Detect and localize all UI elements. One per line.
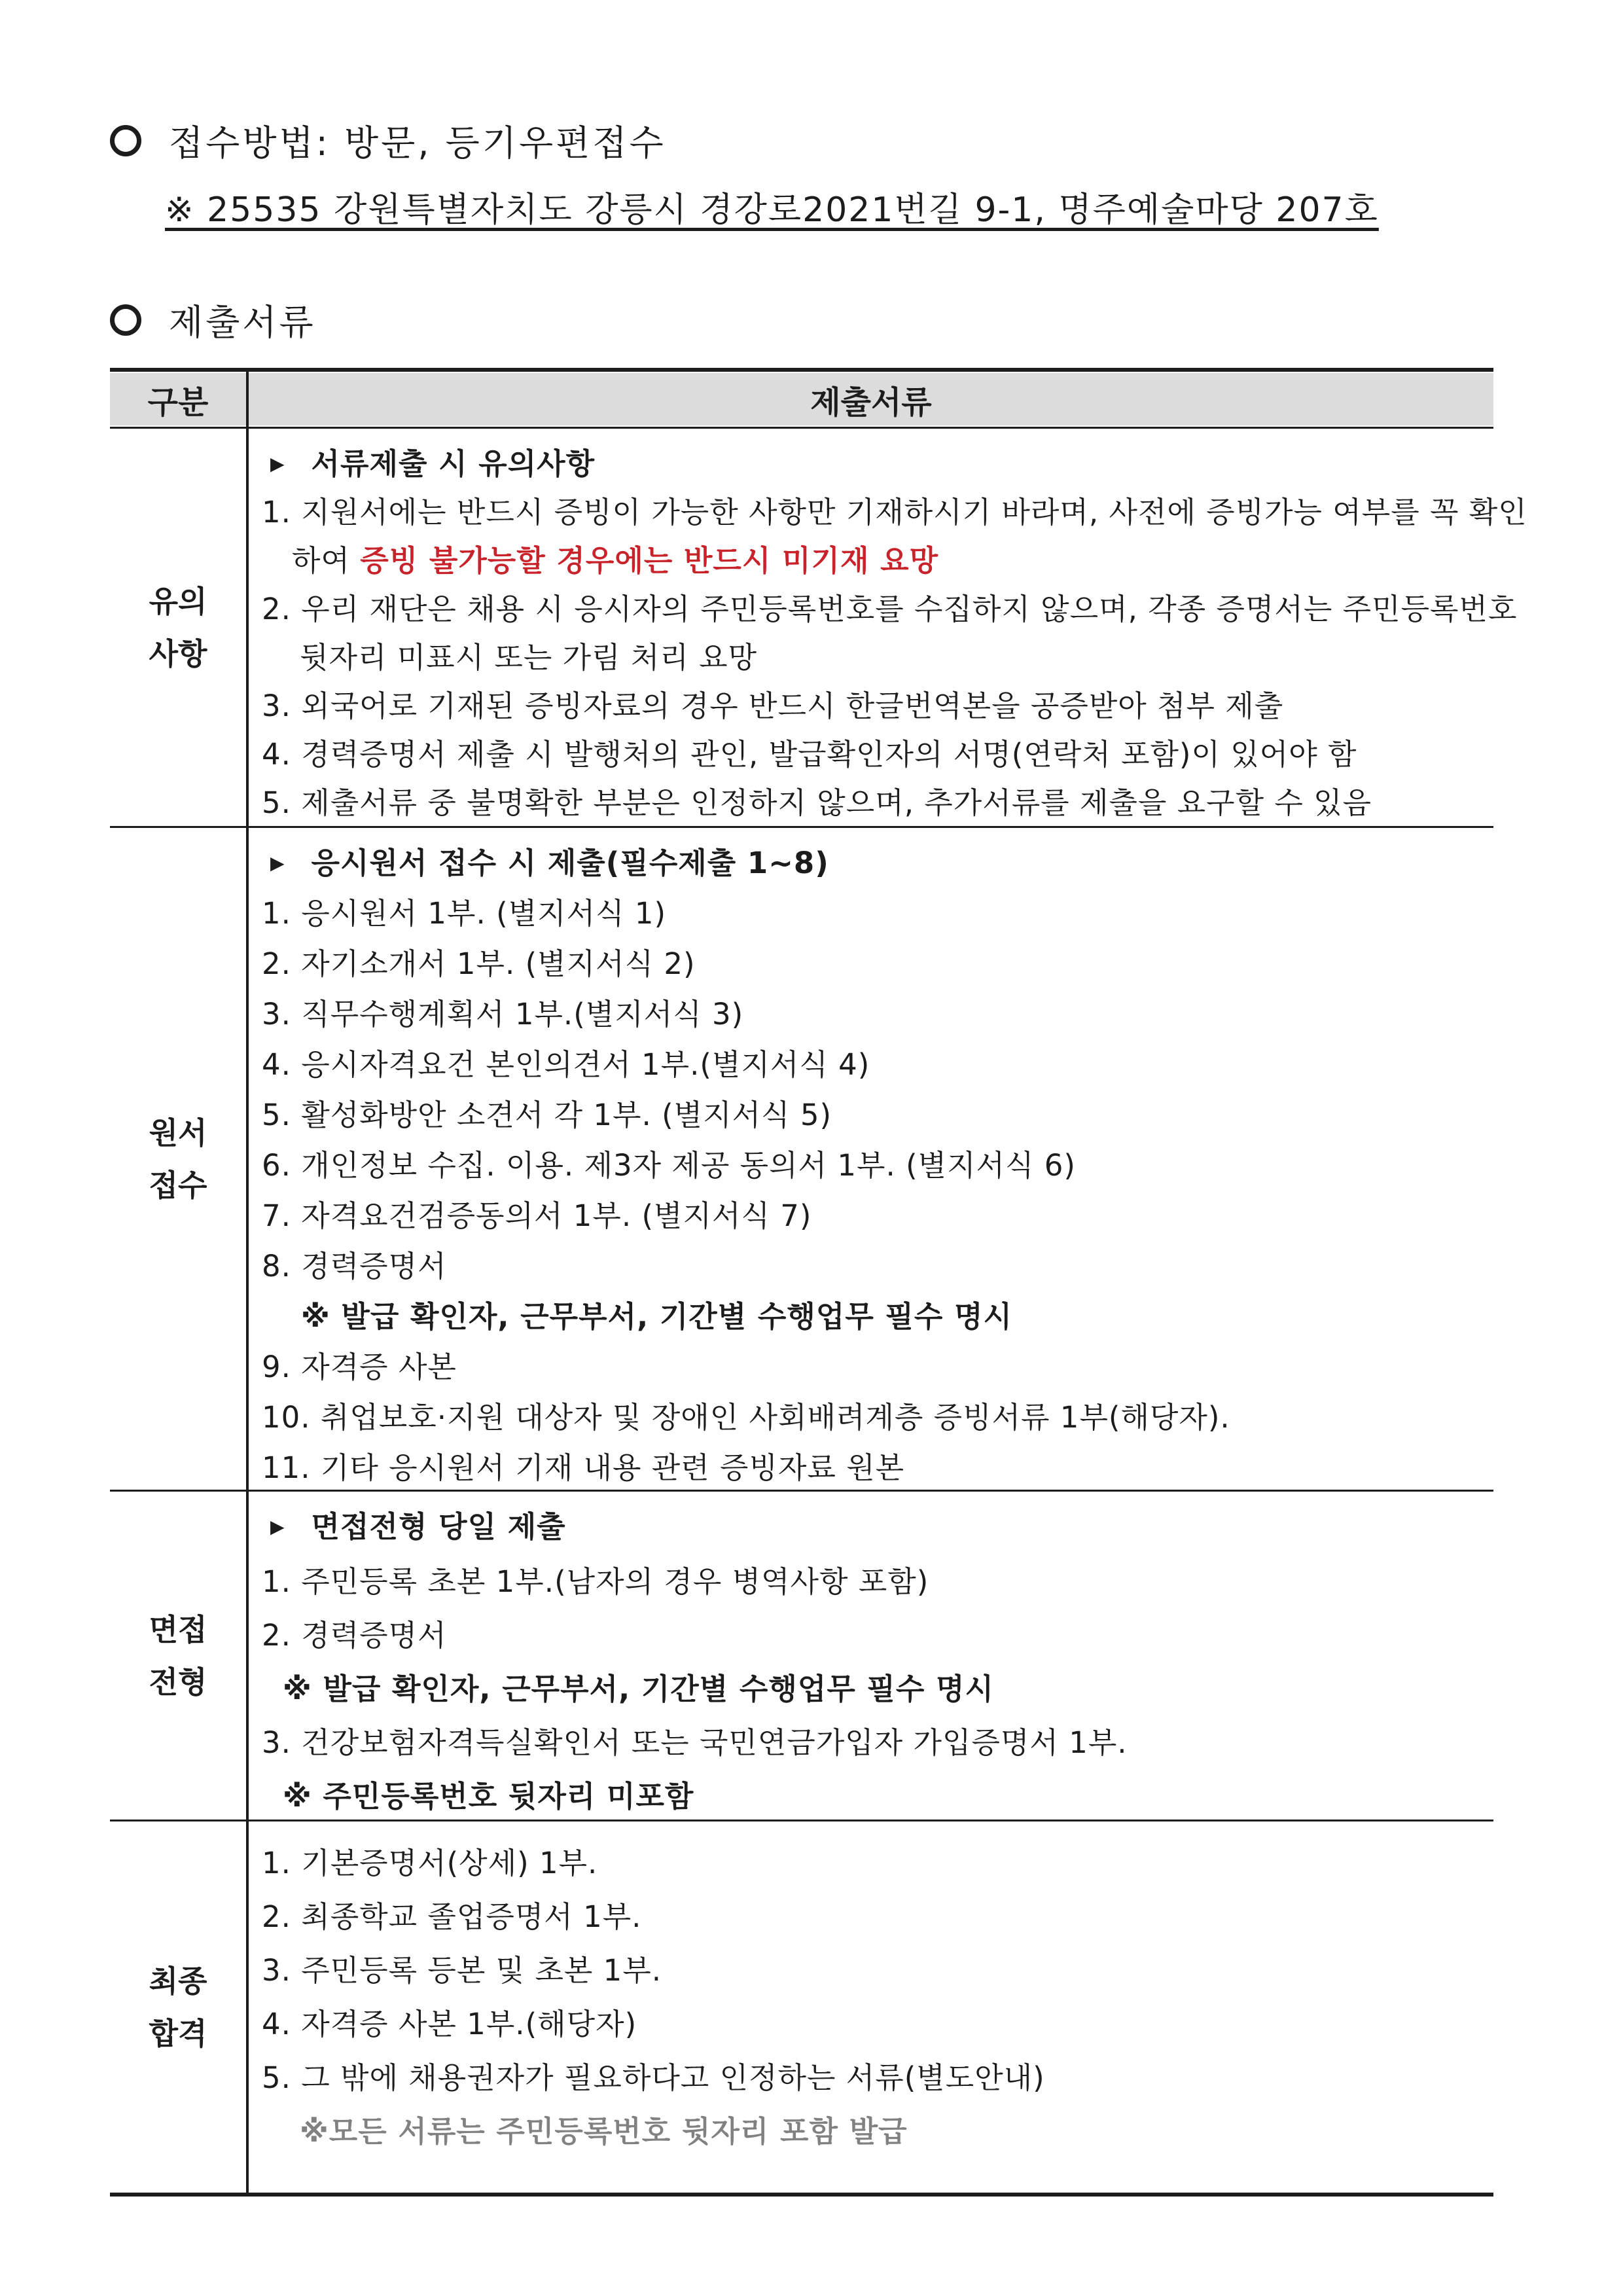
- docs-heading-text: 제출서류: [169, 302, 316, 343]
- notes-item-1a: 1. 지원서에는 반드시 증빙이 가능한 사항만 기재하시기 바라며, 사전에 증빙가능 여부를 꼭 확인: [262, 495, 1527, 529]
- docs-heading: [110, 295, 316, 345]
- triangle-bullet-icon: ▶: [270, 1515, 285, 1537]
- category-line: 면접: [149, 1611, 207, 1647]
- header-docs: 제출서류: [810, 384, 932, 421]
- category-line: 사항: [149, 636, 207, 672]
- notes-subtitle: [270, 440, 595, 482]
- category-notes: [110, 429, 246, 826]
- list-item: 2. 자기소개서 1부. (별지서식 2): [262, 946, 696, 981]
- list-item: 5. 활성화방안 소견서 각 1부. (별지서식 5): [262, 1098, 832, 1132]
- category-interview: [110, 1492, 246, 1820]
- list-item: 3. 주민등록 등본 및 초본 1부.: [262, 1953, 662, 1988]
- application-note: ※ 발급 확인자, 근무부서, 기간별 수행업무 필수 명시: [301, 1299, 1013, 1334]
- notes-item-2a: 2. 우리 재단은 채용 시 응시자의 주민등록번호를 수집하지 않으며, 각종 증명서는 주민등록번호: [262, 592, 1518, 626]
- category-line: 접수: [149, 1167, 207, 1203]
- list-item: 10. 취업보호·지원 대상자 및 장애인 사회배려계층 증빙서류 1부(해당자).: [262, 1400, 1230, 1435]
- circle-bullet-icon: [110, 125, 141, 156]
- list-item: 8. 경력증명서: [262, 1249, 447, 1283]
- list-item: 6. 개인정보 수집. 이용. 제3자 제공 동의서 1부. (별지서식 6): [262, 1148, 1076, 1183]
- list-item: 1. 응시원서 1부. (별지서식 1): [262, 896, 667, 931]
- interview-item-1: 1. 주민등록 초본 1부.(남자의 경우 병역사항 포함): [262, 1564, 929, 1599]
- notes-item-1b: [292, 537, 938, 579]
- subtitle-text: 면접전형 당일 제출: [311, 1509, 566, 1544]
- category-line: 최종: [149, 1963, 207, 1999]
- subtitle-text: 서류제출 시 유의사항: [311, 446, 596, 481]
- emphasis-text: 증빙 불가능할 경우에는 반드시 미기재 요망: [360, 543, 939, 578]
- table-column-divider: [246, 368, 249, 2194]
- application-subtitle: [270, 839, 829, 882]
- triangle-bullet-icon: ▶: [270, 852, 285, 874]
- interview-item-2: 2. 경력증명서: [262, 1618, 447, 1653]
- category-final: [110, 1821, 246, 2193]
- category-line: 합격: [149, 2015, 207, 2051]
- list-item: 9. 자격증 사본: [262, 1350, 457, 1384]
- interview-item-3: 3. 건강보험자격득실확인서 또는 국민연금가입자 가입증명서 1부.: [262, 1725, 1128, 1760]
- address-text: ※ 25535 강원특별자치도 강릉시 경강로2021번길 9-1, 명주예술마당 207호: [165, 190, 1379, 230]
- row-separator: [110, 826, 1493, 828]
- row-separator: [110, 1490, 1493, 1492]
- list-item: 3. 직무수행계획서 1부.(별지서식 3): [262, 997, 744, 1031]
- table-header-rule: [110, 427, 1493, 429]
- triangle-bullet-icon: ▶: [270, 452, 285, 475]
- interview-subtitle: [270, 1503, 566, 1545]
- category-line: 전형: [149, 1664, 207, 1700]
- notes-item-5: 5. 제출서류 중 불명확한 부분은 인정하지 않으며, 추가서류를 제출을 요구할 수 있음: [262, 785, 1372, 820]
- list-item: 7. 자격요건검증동의서 1부. (별지서식 7): [262, 1198, 812, 1233]
- category-line: 원서: [149, 1115, 207, 1151]
- notes-item-4: 4. 경력증명서 제출 시 발행처의 관인, 발급확인자의 서명(연락처 포함)이 있어야 함: [262, 737, 1357, 772]
- item-text: 하여: [292, 543, 361, 578]
- list-item: 5. 그 밖에 채용권자가 필요하다고 인정하는 서류(별도안내): [262, 2060, 1045, 2095]
- table-bottom-rule: [110, 2193, 1493, 2197]
- interview-note-1: ※ 발급 확인자, 근무부서, 기간별 수행업무 필수 명시: [283, 1672, 995, 1706]
- row-separator: [110, 1820, 1493, 1821]
- final-note: ※모든 서류는 주민등록번호 뒷자리 포함 발급: [300, 2114, 908, 2149]
- notes-item-2b: 뒷자리 미표시 또는 가림 처리 요망: [300, 640, 758, 675]
- category-application: [110, 828, 246, 1490]
- list-item: 11. 기타 응시원서 기재 내용 관련 증빙자료 원본: [262, 1450, 905, 1485]
- list-item: 4. 자격증 사본 1부.(해당자): [262, 2007, 637, 2041]
- circle-bullet-icon: [110, 304, 141, 336]
- list-item: 1. 기본증명서(상세) 1부.: [262, 1846, 598, 1880]
- list-item: 2. 최종학교 졸업증명서 1부.: [262, 1899, 642, 1934]
- method-heading: [110, 115, 666, 166]
- table-top-rule: [110, 368, 1493, 372]
- list-item: 4. 응시자격요건 본인의견서 1부.(별지서식 4): [262, 1047, 870, 1082]
- header-category: 구분: [147, 384, 209, 421]
- category-line: 유의: [149, 583, 207, 619]
- subtitle-text: 응시원서 접수 시 제출(필수제출 1~8): [311, 846, 829, 880]
- interview-note-2: ※ 주민등록번호 뒷자리 미포함: [283, 1779, 694, 1814]
- notes-item-3: 3. 외국어로 기재된 증빙자료의 경우 반드시 한글번역본을 공증받아 첨부 제출: [262, 689, 1284, 723]
- method-heading-text: 접수방법: 방문, 등기우편접수: [169, 122, 666, 164]
